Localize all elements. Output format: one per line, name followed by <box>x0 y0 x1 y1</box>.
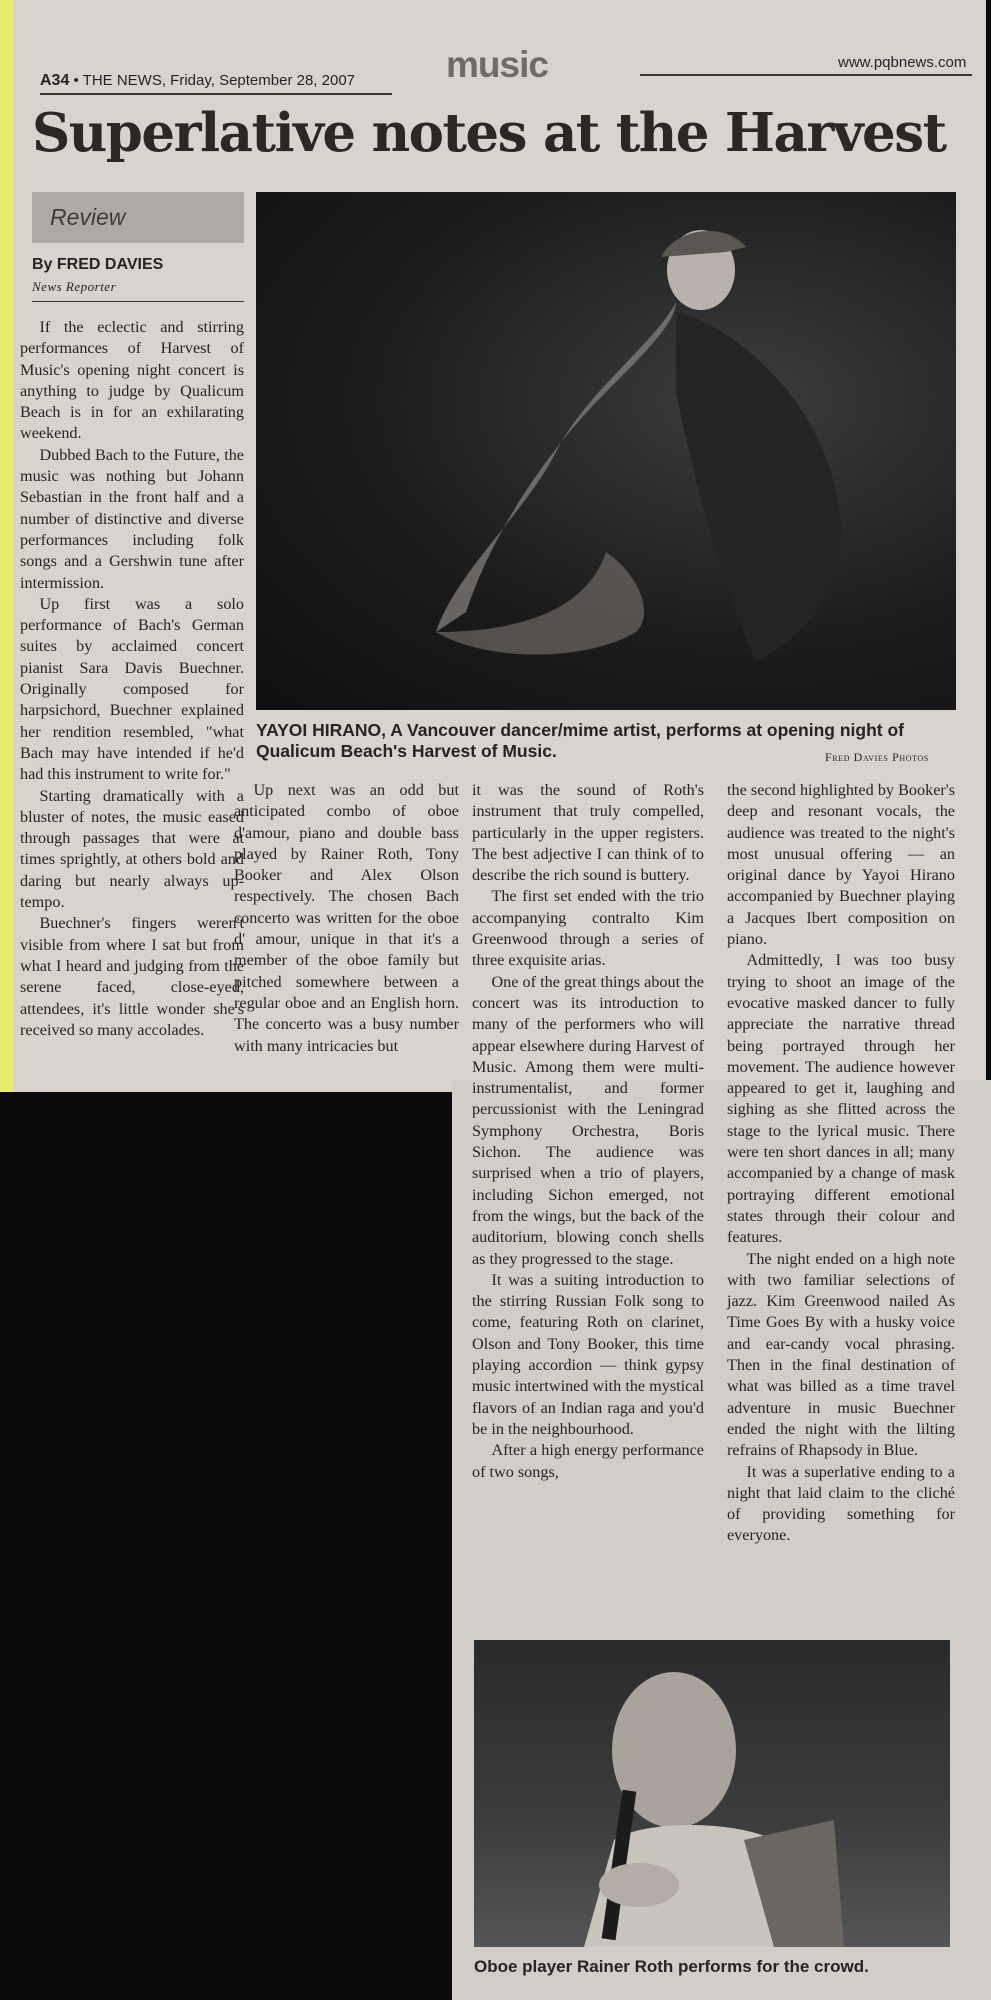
byline-role: News Reporter <box>32 279 117 294</box>
article-paragraph: it was the sound of Roth's instrument that truly compelled, particularly in the upper registers. The best adjective I can think of to describe the rich sound is buttery. <box>472 781 704 885</box>
review-label: Review <box>32 192 244 243</box>
article-paragraph: Up first was a solo performance of Bach's German suites by acclaimed concert pianist Sara Davis Buechner. Originally composed for harpsichord, Buechner explained her rendition resembled, "what Bach may have intended if he'd had this instrument to write for." <box>20 594 244 784</box>
article-paragraph: It was a superlative ending to a night that laid claim to the cliché of providing something for everyone. <box>727 1462 955 1545</box>
article-column-2 <box>234 780 459 1057</box>
page-folio <box>40 72 392 95</box>
section-title: music <box>446 44 548 85</box>
article-paragraph: Admittedly, I was too busy trying to shoot an image of the evocative masked dancer to fully appreciate the narrative thread being portrayed through her movement. The audience however appeared to get it, laughing and sighing as she flitted across the stage to the lyrical music. There were ten short dances in all; many accompanied by a change of mask portraying different emotional states through their colour and features. <box>727 951 955 1247</box>
oboe-player-photo <box>474 1640 950 1947</box>
article-column-1 <box>20 317 244 1041</box>
article-paragraph: It was a suiting introduction to the stirring Russian Folk song to come, featuring Roth on clarinet, Olson and Tony Booker, this time playing accordion — think gypsy music intertwined with the mystical flavors of an Indian raga and you'd be in the neighbourhood. <box>472 1270 704 1438</box>
article-paragraph: One of the great things about the concert was its introduction to many of the performers who will appear elsewhere during Harvest of Music. Among them were multi-instrumentalist, and former percussionist with the Leningrad Symphony Orchestra, Boris Sichon. The audience was surprised when a trio of players, including Sichon emerged, not from the wings, but the back of the auditorium, blowing conch shells as they progressed to the stage. <box>472 972 704 1268</box>
header-rule <box>640 74 972 76</box>
background-yellow-paper <box>0 0 14 1092</box>
oboe-photo-caption: Oboe player Rainer Roth performs for the crowd. <box>474 1957 869 1976</box>
article-paragraph: Dubbed Bach to the Future, the music was nothing but Johann Sebastian in the front half and a number of distinctive and diverse performances including folk songs and a Gershwin tune after intermission. <box>20 445 244 592</box>
article-paragraph: After a high energy performance of two songs, <box>472 1441 704 1481</box>
article-paragraph: The first set ended with the trio accompanying contralto Kim Greenwood through a series of three exquisite arias. <box>472 887 704 970</box>
dancer-photo-caption: YAYOI HIRANO, A Vancouver dancer/mime artist, performs at opening night of Qualicum Beach's Harvest of Music. <box>256 720 904 761</box>
article-paragraph: Up next was an odd but anticipated combo of oboe d'amour, piano and double bass played by Rainer Roth, Tony Booker and Alex Olson respectively. The chosen Bach concerto was written for the oboe d' amour, unique in that it's a member of the oboe family but pitched somewhere between a regular oboe and an English horn. The concerto was a busy number with many intricacies but <box>234 781 459 1055</box>
article-column-3 <box>472 780 704 1483</box>
byline-author: By FRED DAVIES <box>32 256 164 273</box>
article-paragraph: If the eclectic and stirring performances of Harvest of Music's opening night concert is anything to judge by Qualicum Beach is in for an exhilarating weekend. <box>20 318 244 443</box>
byline-rule <box>32 301 244 302</box>
article-column-4 <box>727 780 955 1547</box>
article-paragraph: The night ended on a high note with two familiar selections of jazz. Kim Greenwood nailed As Time Goes By with a husky voice and ear-candy vocal phrasing. Then in the final destination of what was billed as a time travel adventure in music Buechner ended the night with the lilting refrains of Rhapsody in Blue. <box>727 1249 955 1460</box>
article-paragraph: the second highlighted by Booker's deep and resonant vocals, the audience was treated to the night's most unusual offering — an original dance by Yayoi Hirano accompanied by Buechner playing a Jacques Ibert composition on piano. <box>727 781 955 949</box>
dancer-photo <box>256 192 956 710</box>
article-paragraph: Buechner's fingers weren't visible from where I sat but from what I heard and judging from the serene faced, close-eyed, attendees, it's little wonder she's received so many accolades. <box>20 914 244 1039</box>
article-paragraph: Starting dramatically with a bluster of notes, the music eased through passages that were at times sprightly, at others bold and daring but nearly always up-tempo. <box>20 786 244 912</box>
oboe-player-illustration <box>474 1640 950 1947</box>
folio-text: • THE NEWS, Friday, September 28, 2007 <box>73 72 356 89</box>
headline: Superlative notes at the Harvest <box>32 102 946 164</box>
website-url: www.pqbnews.com <box>838 54 967 71</box>
page-number: A34 <box>40 72 70 89</box>
photo-credit: Fred Davies Photos <box>825 750 929 764</box>
dancer-illustration <box>256 192 956 710</box>
